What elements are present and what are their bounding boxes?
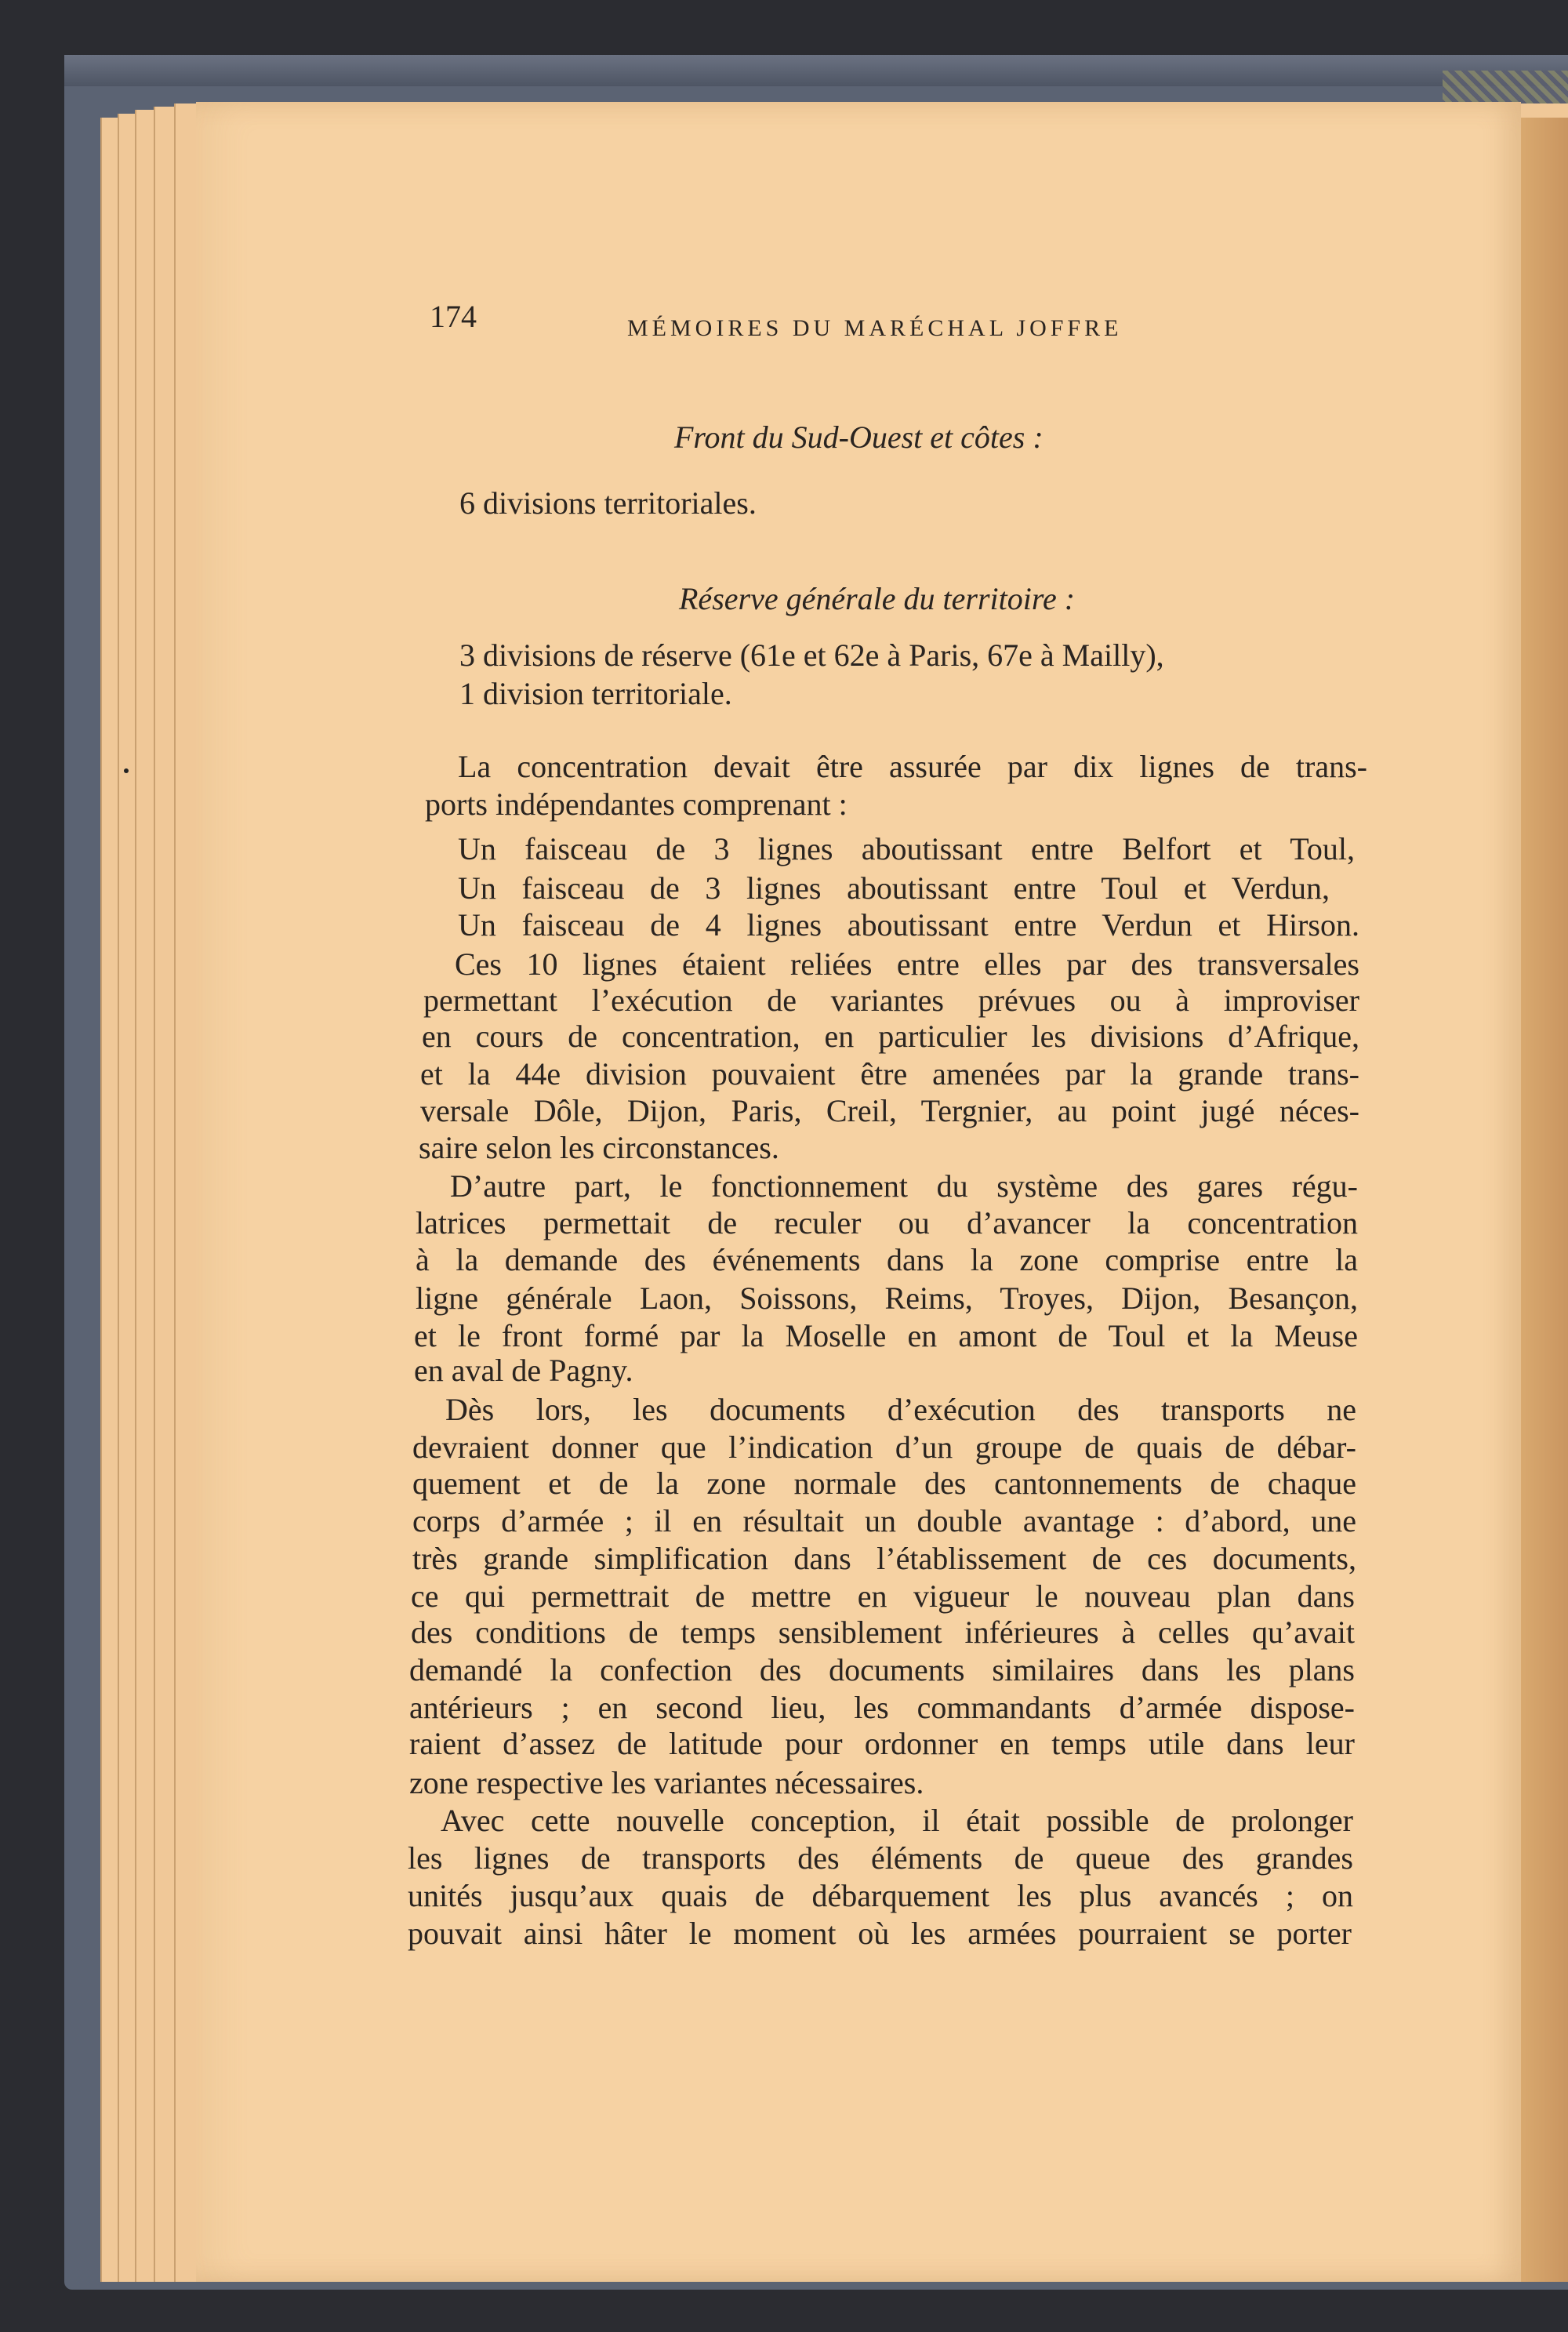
body-line: saire selon les circonstances. (419, 1130, 779, 1165)
body-line: les lignes de transports des éléments de queue des grandes (408, 1840, 1353, 1876)
body-line: latrices permettait de reculer ou d’avancer la concentration (416, 1205, 1358, 1240)
body-line: antérieurs ; en second lieu, les commandants d’armée dispose- (409, 1690, 1355, 1725)
body-line: en cours de concentration, en particulier les divisions d’Afrique, (422, 1019, 1359, 1054)
body-line: très grande simplification dans l’établissement de ces documents, (412, 1541, 1356, 1576)
body-line: des conditions de temps sensiblement inférieures à celles qu’avait (411, 1615, 1355, 1650)
body-line: ligne générale Laon, Soissons, Reims, Troyes, Dijon, Besançon, (416, 1280, 1358, 1316)
page-number: 174 (430, 299, 477, 334)
body-line: à la demande des événements dans la zone comprise entre la (416, 1242, 1358, 1277)
body-line: ports indépendantes comprenant : (425, 786, 848, 822)
body-line: et le front formé par la Moselle en amont de Toul et la Meuse (414, 1318, 1358, 1353)
body-line: Un faisceau de 3 lignes aboutissant entre Toul et Verdun, (458, 870, 1330, 906)
body-line: D’autre part, le fonctionnement du système des gares régu- (450, 1168, 1358, 1204)
body-line: ce qui permettrait de mettre en vigueur le nouveau plan dans (411, 1578, 1355, 1614)
body-line: Avec cette nouvelle conception, il était possible de prolonger (441, 1803, 1353, 1838)
body-line: Un faisceau de 4 lignes aboutissant entre Verdun et Hirson. (458, 907, 1359, 943)
body-line: unités jusqu’aux quais de débarquement les plus avancés ; on (408, 1878, 1353, 1913)
text-line: 3 divisions de réserve (61e et 62e à Paris, 67e à Mailly), (459, 637, 1164, 673)
body-line: et la 44e division pouvaient être amenées par la grande trans- (420, 1056, 1359, 1092)
running-title: MÉMOIRES DU MARÉCHAL JOFFRE (627, 315, 1123, 341)
body-line: corps d’armée ; il en résultait un double avantage : d’abord, une (412, 1503, 1356, 1538)
body-line: versale Dôle, Dijon, Paris, Creil, Tergnier, au point jugé néces- (420, 1093, 1359, 1128)
text-line: 6 divisions territoriales. (459, 485, 757, 521)
body-line: pouvait ainsi hâter le moment où les armées pourraient se porter (408, 1916, 1352, 1951)
body-line: Dès lors, les documents d’exécution des transports ne (445, 1392, 1356, 1427)
body-line: devraient donner que l’indication d’un groupe de quais de débar- (412, 1429, 1356, 1465)
body-line: permettant l’exécution de variantes prévues ou à improviser (423, 983, 1359, 1018)
text-line: 1 division territoriale. (459, 676, 732, 711)
section-heading-reserve: Réserve générale du territoire : (679, 581, 1076, 616)
body-line: La concentration devait être assurée par dix lignes de trans- (458, 749, 1367, 784)
page-header (430, 298, 1214, 345)
body-line: zone respective les variantes nécessaires. (409, 1765, 924, 1800)
body-line: Un faisceau de 3 lignes aboutissant entre Belfort et Toul, (458, 831, 1355, 866)
body-line: quement et de la zone normale des cantonnements de chaque (412, 1466, 1356, 1501)
body-line: raient d’assez de latitude pour ordonner en temps utile dans leur (409, 1726, 1355, 1761)
body-line: en aval de Pagny. (414, 1353, 633, 1388)
body-line: Ces 10 lignes étaient reliées entre elles par des transversales (455, 946, 1359, 982)
section-heading-south-west: Front du Sud-Ouest et côtes : (674, 420, 1044, 455)
body-line: demandé la confection des documents similaires dans les plans (409, 1652, 1355, 1687)
